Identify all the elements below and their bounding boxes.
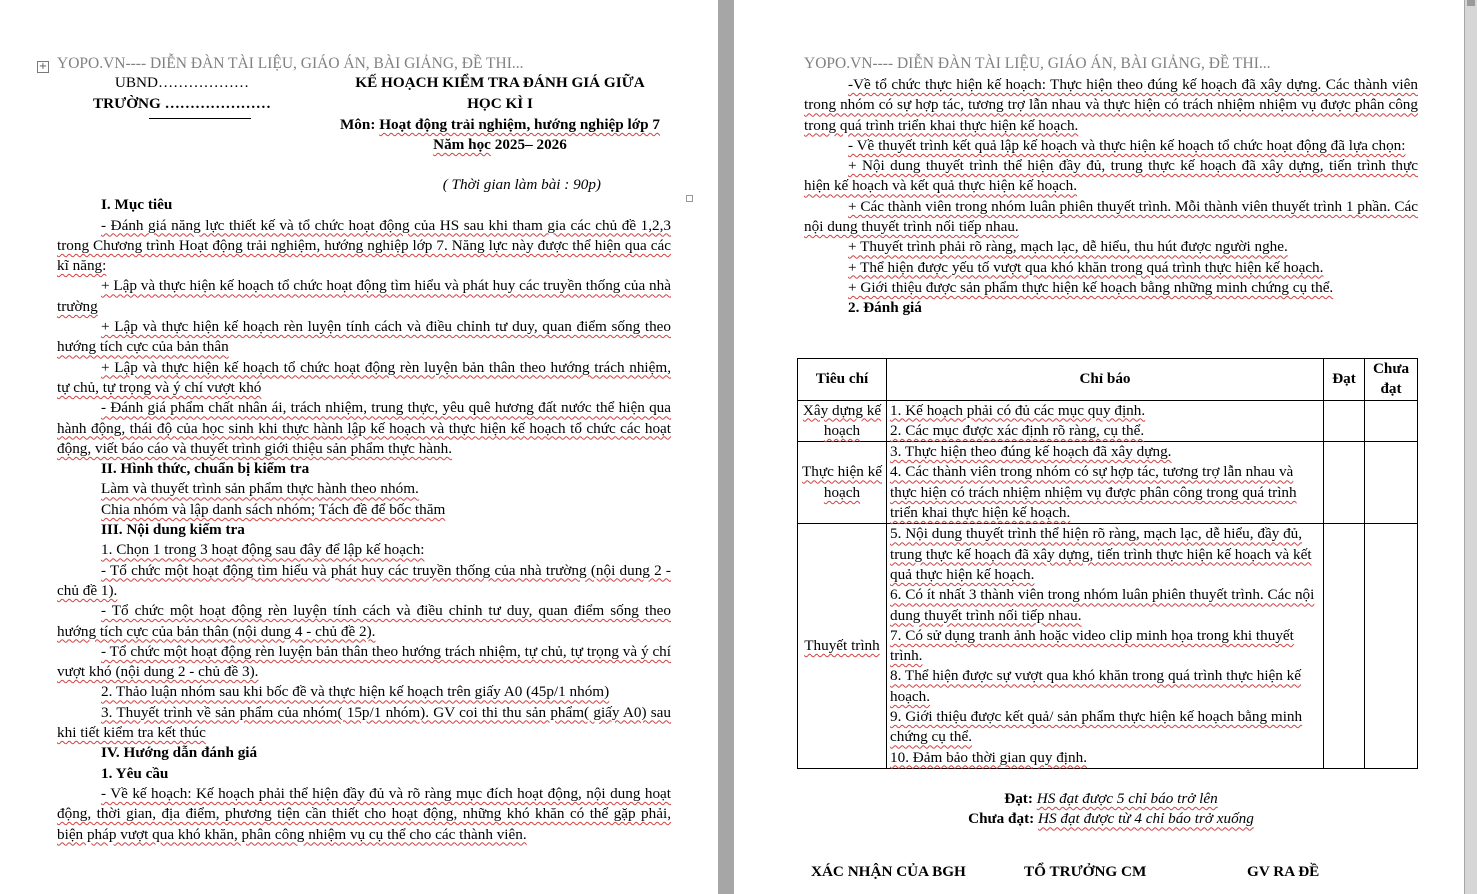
pass-cell[interactable] [1324, 442, 1365, 524]
document-title-line1: KẾ HOẠCH KIỂM TRA ĐÁNH GIÁ GIỮA [355, 74, 645, 91]
section3-p2: - Tổ chức một hoạt động tìm hiểu và phát huy các truyền thống của nhà trường (nội dung 2 - chủ đề 1). [57, 561, 671, 599]
document-heading [57, 73, 697, 173]
header-criteria: Tiêu chí [798, 359, 887, 401]
criteria-cell: Thực hiện kế hoạch [798, 442, 887, 524]
header-indicators: Chỉ báo [887, 359, 1324, 401]
section3-p5: 2. Thảo luận nhóm sau khi bốc đề và thực hiện kế hoạch trên giấy A0 (45p/1 nhóm) [101, 683, 610, 701]
evaluation-subtitle: 2. Đánh giá [848, 299, 922, 317]
section1-p2: + Lập và thực hiện kế hoạch tổ chức hoạt động tìm hiểu và phát huy các truyền thống của nhà trường [57, 277, 671, 315]
table-header-row [798, 359, 1418, 401]
pass-result [804, 789, 1418, 809]
table-row [798, 400, 1418, 442]
indicators-cell [887, 524, 1324, 769]
fail-label: Chưa đạt: [968, 810, 1035, 828]
fail-cell[interactable] [1365, 442, 1418, 524]
section4-title: IV. Hướng dẫn đánh giá [101, 744, 258, 762]
indicators-cell [887, 442, 1324, 524]
fail-cell[interactable] [1365, 524, 1418, 769]
page-header: YOPO.VN---- DIỄN ĐÀN TÀI LIỆU, GIÁO ÁN, BÀI GIẢNG, ĐỀ THI... [57, 55, 524, 72]
section1-p4: + Lập và thực hiện kế hoạch tổ chức hoạt động rèn luyện bản thân theo hướng trách nhiệm, tự chủ, tự trọng và ý chí vượt khó [57, 358, 671, 396]
signature-to-truong: TỔ TRƯỞNG CM [1024, 863, 1147, 880]
document-page-right [734, 0, 1464, 894]
header-fail: Chưa đạt [1365, 359, 1418, 401]
indicator-item: 7. Có sử dụng tranh ảnh hoặc video clip minh họa trong khi thuyết trình. [890, 626, 1294, 665]
school-year-line [315, 135, 685, 155]
document-page-left [0, 0, 718, 894]
indicator-item: 8. Thể hiện được sự vượt qua khó khăn trong quá trình thực hiện kế hoạch. [890, 667, 1302, 705]
section1-p1: - Đánh giá năng lực thiết kế và tổ chức hoạt động của HS sau khi tham gia các chủ đề 1,2,3 trong Chương trình Hoạt động trải nghiệm, hướng nghiệp lớp 7. Năng lực này được thể hiện qua các kĩ năng: [57, 216, 671, 275]
section4-sub1: 1. Yêu cầu [101, 764, 169, 782]
heading-divider [149, 118, 251, 119]
right-p1: -Về tổ chức thực hiện kế hoạch: Thực hiện theo đúng kế hoạch đã xây dựng. Các thành viên trong nhóm có sự hợp tác, tương trợ lẫn nhau và thực hiện có trách nhiệm nhiệm vụ được phân công trong quá trình triển khai thực hiện kế hoạch. [804, 76, 1418, 134]
signature-gv: GV RA ĐỀ [1247, 863, 1320, 880]
page-header-right: YOPO.VN---- DIỄN ĐÀN TÀI LIỆU, GIÁO ÁN, BÀI GIẢNG, ĐỀ THI... [804, 55, 1271, 72]
indicator-item: 10. Đảm bảo thời gian quy định. [890, 748, 1088, 766]
vertical-scrollbar[interactable] [1465, 0, 1477, 894]
section1-p3: + Lập và thực hiện kế hoạch rèn luyện tính cách và điều chỉnh tư duy, quan điểm sống theo hướng tích cực của bản thân [57, 318, 671, 356]
school-year-value: 2025– 2026 [494, 136, 567, 153]
indicator-item: 3. Thực hiện theo đúng kế hoạch đã xây dựng. [890, 443, 1172, 461]
section2-title: II. Hình thức, chuẩn bị kiểm tra [101, 460, 310, 478]
pass-value: HS đạt được 5 chỉ báo trở lên [1036, 790, 1218, 807]
section3-title: III. Nội dung kiểm tra [101, 521, 245, 539]
document-title-line2: HỌC KÌ I [467, 95, 533, 112]
indicator-item: 6. Có ít nhất 3 thành viên trong nhóm luân phiên thuyết trình. Các nội dung thuyết trình nối tiếp nhau. [890, 586, 1315, 624]
section3-p3: - Tổ chức một hoạt động rèn luyện tính cách và điều chỉnh tư duy, quan điểm sống theo hướng tích cực của bản thân (nội dung 4 - chủ đề 2). [57, 602, 671, 640]
section4-p1: - Về kế hoạch: Kế hoạch phải thể hiện đầy đủ và rõ ràng mục đích hoạt động, nội dung hoạt động, thời gian, địa điểm, phương tiện cần thiết cho hoạt động, những khó khăn có thể gặp phải, biện pháp vượt qua khó khăn, phân công nhiệm vụ cụ thể cho các thành viên. [57, 784, 671, 843]
table-row [798, 524, 1418, 769]
ubnd-line: UBND……………… [114, 74, 250, 91]
right-p6: + Thể hiện được yếu tố vượt qua khó khăn trong quá trình thực hiện kế hoạch. [848, 258, 1324, 276]
indicator-item: 4. Các thành viên trong nhóm có sự hợp tác, tương trợ lẫn nhau và thực hiện có trách nhiệm nhiệm vụ được phân công trong quá trình triển khai thực hiện kế hoạch. [890, 463, 1297, 522]
right-p3: + Nội dung thuyết trình thể hiện đầy đủ, trung thực kế hoạch đã xây dựng, tiến trình thực hiện kế hoạch và kết quả thực hiện kế hoạch. [804, 157, 1418, 195]
school-year-label: Năm học [433, 136, 491, 153]
anchor-marker-icon [686, 195, 693, 202]
section2-p1: Làm và thuyết trình sản phẩm thực hành theo nhóm. [101, 480, 419, 498]
criteria-cell: Xây dựng kế hoạch [798, 400, 887, 442]
pass-cell[interactable] [1324, 524, 1365, 769]
indicator-item: 9. Giới thiệu được kết quả/ sản phẩm thực hiện kế hoạch bằng minh chứng cụ thể. [890, 708, 1303, 746]
evaluation-table [797, 358, 1418, 769]
criteria-cell: Thuyết trình [798, 524, 887, 769]
scrollbar-thumb[interactable] [1467, 0, 1475, 6]
right-p2: - Về thuyết trình kết quả lập kế hoạch và thực hiện kế hoạch tổ chức hoạt động đã lựa chọn: [848, 136, 1406, 154]
indicators-cell [887, 400, 1324, 442]
subject-line [315, 115, 685, 135]
right-p4: + Các thành viên trong nhóm luân phiên thuyết trình. Mỗi thành viên thuyết trình 1 phần. Các nội dung thuyết trình nối tiếp nhau. [804, 197, 1418, 236]
table-move-handle-icon[interactable]: + [38, 61, 48, 72]
table-row [798, 442, 1418, 524]
result-block [804, 789, 1418, 830]
pass-cell[interactable] [1324, 400, 1365, 442]
fail-value: HS đạt được từ 4 chỉ báo trở xuống [1038, 810, 1254, 828]
header-pass: Đạt [1324, 359, 1365, 401]
subject-label: Môn: [339, 116, 376, 133]
right-p5: + Thuyết trình phải rõ ràng, mạch lạc, dễ hiểu, thu hút được người nghe. [848, 238, 1288, 256]
school-line: TRƯỜNG ………………… [93, 95, 271, 112]
indicator-item: 5. Nội dung thuyết trình thể hiện rõ ràng, mạch lạc, dễ hiểu, đầy đủ, trung thực kế hoạch đã xây dựng, tiến trình thực hiện kế hoạch và kết quả thực hiện kế hoạch. [890, 525, 1312, 583]
section2-p2: Chia nhóm và lập danh sách nhóm; Tách đề để bốc thăm [101, 500, 446, 518]
fail-cell[interactable] [1365, 400, 1418, 442]
pass-label: Đạt: [1004, 790, 1033, 807]
indicator-item: 1. Kế hoạch phải có đủ các mục quy định. [890, 401, 1146, 419]
signature-bgh: XÁC NHẬN CỦA BGH [811, 863, 966, 880]
indicator-item: 2. Các mục được xác định rõ ràng, cụ thể. [890, 421, 1145, 439]
section1-title: I. Mục tiêu [101, 196, 173, 214]
right-p7: + Giới thiệu được sản phẩm thực hiện kế hoạch bằng những minh chứng cụ thể. [848, 278, 1334, 296]
section3-p1: 1. Chọn 1 trong 3 hoạt động sau đây để lập kế hoạch: [101, 541, 425, 559]
section3-p4: - Tổ chức một hoạt động rèn luyện bản thân theo hướng trách nhiệm, tự chủ, tự trọng và ý chí vượt khó (nội dung 2 - chủ đề 3). [57, 642, 671, 681]
subject-value: Hoạt động trải nghiệm, hướng nghiệp lớp 7 [379, 116, 661, 133]
right-page-body [804, 75, 1418, 319]
fail-result [804, 809, 1418, 829]
exam-time: ( Thời gian làm bài : 90p) [442, 176, 601, 193]
section3-p6: 3. Thuyết trình về sản phẩm của nhóm( 15p/1 nhóm). GV coi thi thu sản phẩm( giấy A0) sau khi tiết kiểm tra kết thúc [57, 703, 671, 742]
section1-p5: - Đánh giá phẩm chất nhân ái, trách nhiệm, trung thực, yêu quê hương đất nước thể hiện qua hành động, thái độ của học sinh khi thực hành lập kế hoạch và thực hiện kế hoạch tổ chức các hoạt động, viết báo cáo và thuyết trình giới thiệu sản phẩm thực hành. [57, 399, 671, 457]
left-page-body [57, 175, 671, 845]
